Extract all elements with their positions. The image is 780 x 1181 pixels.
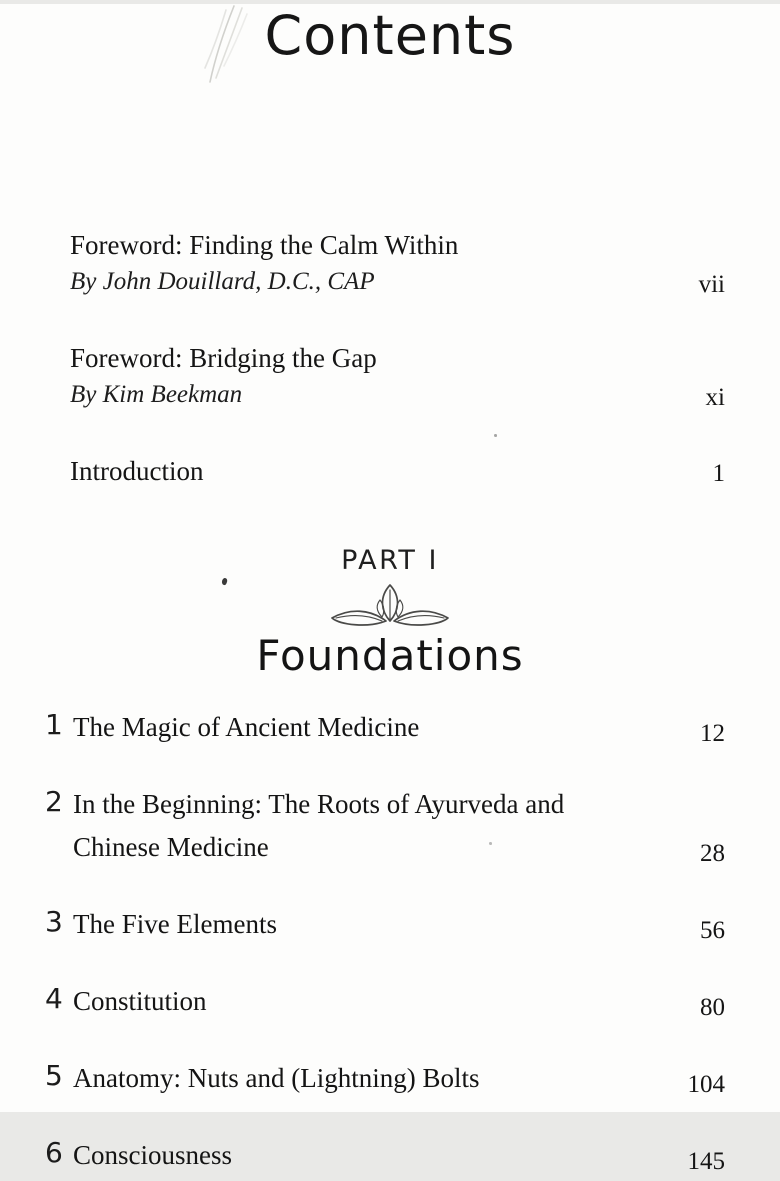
front-matter-entry — [70, 453, 725, 489]
part-title: Foundations — [256, 631, 524, 680]
front-matter-entry — [70, 340, 725, 413]
part-label: PART I — [341, 545, 439, 576]
front-matter-list — [70, 227, 725, 489]
front-matter-title: Foreword: Finding the Calm Within — [70, 230, 459, 260]
front-matter-page-number: vii — [698, 271, 725, 298]
three-leaf-ornament-icon — [324, 581, 456, 629]
chapter-title: Anatomy: Nuts and (Lightning) Bolts — [73, 1063, 480, 1093]
front-matter-text — [70, 227, 458, 300]
chapter-page-number: 145 — [687, 1148, 725, 1175]
chapter-title: The Magic of Ancient Medicine — [73, 712, 420, 742]
front-matter-page-number: 1 — [712, 460, 725, 487]
chapter-page-number: 28 — [700, 840, 725, 867]
chapter-list — [45, 706, 725, 1177]
front-matter-text — [70, 340, 377, 413]
front-matter-text — [70, 453, 203, 489]
chapter-entry — [45, 980, 725, 1023]
page-title: Contents — [264, 4, 516, 67]
front-matter-byline: By Kim Beekman — [70, 381, 243, 408]
chapter-number: 6 — [45, 1136, 63, 1169]
chapter-entry — [45, 1134, 725, 1177]
front-matter-byline: By John Douillard, D.C., CAP — [70, 268, 375, 295]
part-divider — [0, 545, 780, 680]
chapter-title: Consciousness — [73, 1140, 233, 1170]
front-matter-title: Introduction — [70, 456, 204, 486]
chapter-number: 4 — [45, 982, 63, 1015]
chapter-entry — [45, 1057, 725, 1100]
toc-page — [0, 4, 780, 1175]
chapter-entry — [45, 903, 725, 946]
chapter-page-number: 104 — [687, 1071, 725, 1098]
chapter-number: 5 — [45, 1059, 63, 1092]
chapter-page-number: 80 — [700, 994, 725, 1021]
chapter-number: 3 — [45, 905, 63, 938]
chapter-title: In the Beginning: The Roots of Ayurveda and Chinese Medicine — [73, 789, 565, 862]
front-matter-entry — [70, 227, 725, 300]
front-matter-title: Foreword: Bridging the Gap — [70, 343, 377, 373]
scan-speck — [489, 842, 492, 845]
chapter-page-number: 56 — [700, 917, 725, 944]
front-matter-page-number: xi — [705, 384, 725, 411]
chapter-entry — [45, 783, 725, 869]
chapter-title: The Five Elements — [73, 909, 277, 939]
chapter-entry — [45, 706, 725, 749]
scan-speck — [494, 434, 497, 437]
chapter-number: 1 — [45, 708, 63, 741]
chapter-title: Constitution — [73, 986, 207, 1016]
chapter-page-number: 12 — [700, 720, 725, 747]
chapter-number: 2 — [45, 785, 63, 818]
